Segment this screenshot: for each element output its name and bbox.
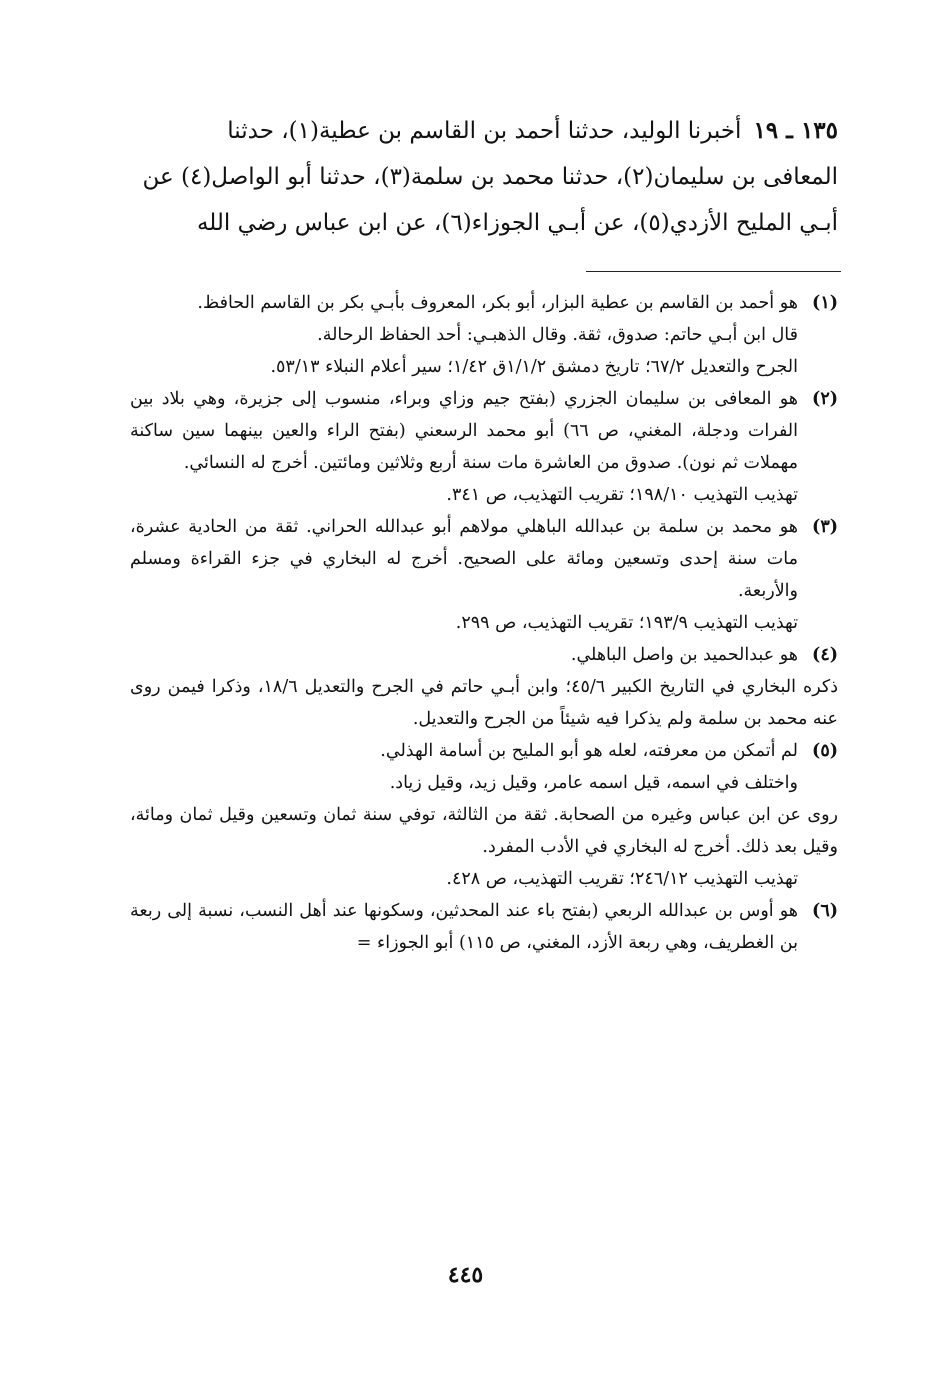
hadith-line-3: أبـي المليح الأزدي(٥)، عن أبـي الجوزاء(٦)، عن ابن عباس رضي الله bbox=[196, 210, 838, 236]
hadith-line-1: ١٣٥ ـ ١٩أخبرنا الوليد، حدثنا أحمد بن القاسم بن عطية(١)، حدثنا bbox=[227, 117, 838, 144]
footnote-number: (٥) bbox=[812, 741, 838, 761]
footnote-6 bbox=[130, 895, 838, 959]
footnote-line: تهذيب التهذيب ٢٤٦/١٢؛ تقريب التهذيب، ص ٤٢٨. bbox=[446, 869, 798, 889]
footnote-separator bbox=[586, 271, 841, 272]
footnote-1 bbox=[130, 287, 838, 383]
footnote-number: (٢) bbox=[812, 389, 838, 409]
footnote-4 bbox=[130, 639, 838, 671]
footnote-line: الجرح والتعديل ٦٧/٢؛ تاريخ دمشق ١/١/٢ق ١/٤٢؛ سير أعلام النبلاء ٥٣/١٣. bbox=[270, 357, 798, 377]
footnote-body bbox=[130, 735, 798, 799]
footnote-5-continuation bbox=[130, 799, 838, 863]
footnote-number: (٤) bbox=[812, 645, 838, 665]
footnote-body bbox=[130, 639, 798, 671]
footnote-number: (١) bbox=[812, 293, 838, 313]
footnote-line: واختلف في اسمه، قيل اسمه عامر، وقيل زيد، وقيل زياد. bbox=[389, 773, 798, 793]
footnote-body bbox=[130, 383, 798, 511]
hadith-line-2: المعافى بن سليمان(٢)، حدثنا محمد بن سلمة(٣)، حدثنا أبو الواصل(٤) عن bbox=[142, 164, 838, 190]
footnote-body bbox=[130, 511, 798, 639]
footnote-line: هو عبدالحميد بن واصل الباهلي. bbox=[570, 645, 798, 665]
footnote-line: قال ابن أبـي حاتم: صدوق، ثقة. وقال الذهبـي: أحد الحفاظ الرحالة. bbox=[317, 325, 798, 345]
footnote-number: (٦) bbox=[812, 901, 838, 921]
footnote-line: هو محمد بن سلمة بن عبدالله الباهلي مولاهم أبو عبدالله الحراني. ثقة من الحادية عشرة، مات سنة إحدى وتسعين ومائة على الصحيح. أخرج له البخاري في جزء القراءة ومسلم والأربعة. bbox=[130, 517, 798, 601]
footnote-body bbox=[130, 895, 798, 959]
footnote-line: روى عن ابن عباس وغيره من الصحابة. ثقة من الثالثة، توفي سنة ثمان وتسعين وقيل ثمان ومائة، وقيل بعد ذلك. أخرج له البخاري في الأدب المفرد. bbox=[130, 805, 838, 857]
footnote-line: تهذيب التهذيب ١٩٣/٩؛ تقريب التهذيب، ص ٢٩٩. bbox=[455, 613, 798, 633]
page-number: ٤٤٥ bbox=[447, 1262, 484, 1288]
footnote-2 bbox=[130, 383, 838, 511]
footnotes bbox=[130, 287, 838, 959]
footnote-number: (٣) bbox=[812, 517, 838, 537]
footnote-line: ذكره البخاري في التاريخ الكبير ٤٥/٦؛ وابن أبـي حاتم في الجرح والتعديل ١٨/٦، وذكرا فيمن روى عنه محمد بن سلمة ولم يذكرا فيه شيئاً من الجرح والتعديل. bbox=[130, 677, 838, 729]
footnote-line: هو المعافى بن سليمان الجزري (بفتح جيم وزاي وبراء، منسوب إلى جزيرة، وهي بلاد بين الفرات ودجلة، المغني، ص ٦٦) أبو محمد الرسعني (بفتح الراء والعين بينهما سين ساكنة مهملات ثم نون). صدوق من العاشرة مات سنة أربع وثلاثين ومائتين. أخرج له النسائي. bbox=[130, 389, 799, 473]
hadith-text bbox=[130, 108, 838, 246]
footnote-body bbox=[130, 287, 798, 383]
footnote-line: لم أتمكن من معرفته، لعله هو أبو المليح بن أسامة الهذلي. bbox=[380, 741, 798, 761]
footnote-line: هو أوس بن عبدالله الربعي (بفتح باء عند المحدثين، وسكونها عند أهل النسب، نسبة إلى ربعة بن الغطريف، وهي ربعة الأزد، المغني، ص ١١٥) أبو الجوزاء = bbox=[130, 901, 798, 953]
footnote-3 bbox=[130, 511, 838, 639]
hadith-number: ١٣٥ ـ ١٩ bbox=[753, 117, 838, 144]
footnote-line: تهذيب التهذيب ١٩٨/١٠؛ تقريب التهذيب، ص ٣٤١. bbox=[446, 485, 798, 505]
footnote-5 bbox=[130, 735, 838, 799]
footnote-line: هو أحمد بن القاسم بن عطية البزار، أبو بكر، المعروف بأبـي بكر بن القاسم الحافظ. bbox=[197, 293, 798, 313]
footnote-4-continuation bbox=[130, 671, 838, 735]
footnote-5-sources bbox=[130, 863, 838, 895]
